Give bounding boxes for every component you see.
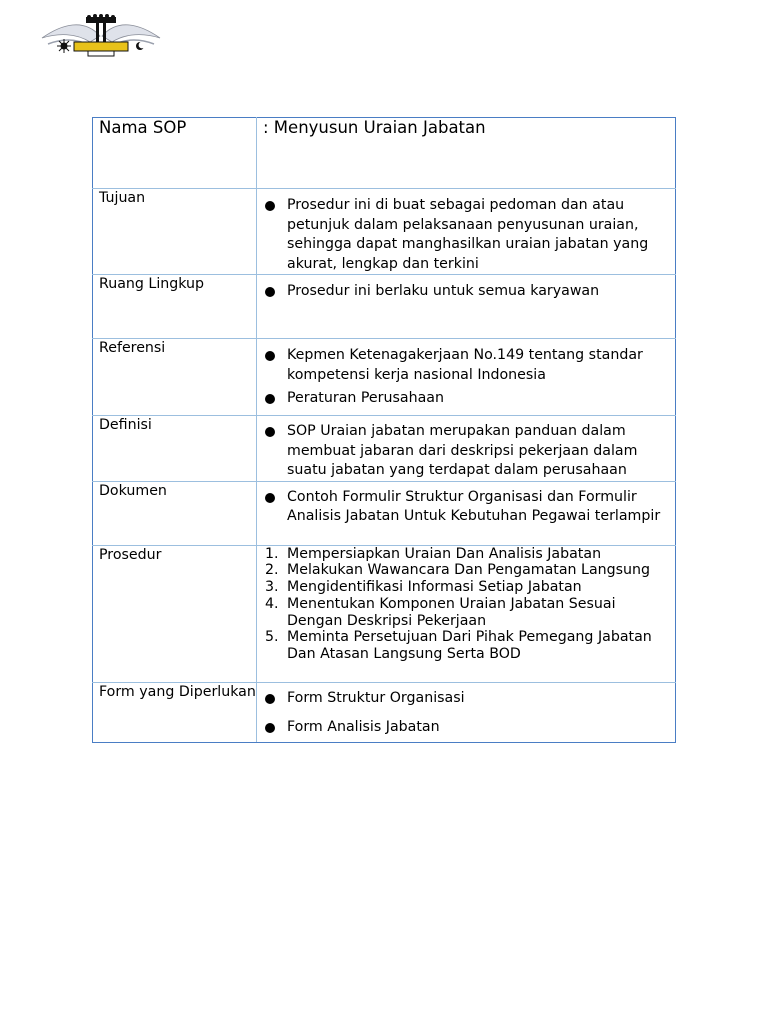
row-label-nama-sop: Nama SOP <box>93 118 257 189</box>
row-label-tujuan: Tujuan <box>93 189 257 275</box>
sop-row-prosedur <box>93 545 676 682</box>
list-item: SOP Uraian jabatan merupakan panduan dalam membuat jabaran dari deskripsi pekerjaan dalam suatu jabatan yang terdapat dalam perusahaan <box>263 422 675 481</box>
list-item: Prosedur ini di buat sebagai pedoman dan atau petunjuk dalam pelaksanaan penyusunan uraian, sehingga dapat manghasilkan uraian jabatan yang akurat, lengkap dan terkini <box>263 196 675 274</box>
list-item: Kepmen Ketenagakerjaan No.149 tentang standar kompetensi kerja nasional Indonesia <box>263 346 675 385</box>
list-item: Prosedur ini berlaku untuk semua karyawan <box>263 282 675 302</box>
list-item: Contoh Formulir Struktur Organisasi dan Formulir Analisis Jabatan Untuk Kebutuhan Pegawai terlampir <box>263 488 675 527</box>
list-item: 3. Mengidentifikasi Informasi Setiap Jabatan <box>265 579 582 596</box>
sop-row-definisi <box>93 416 676 482</box>
list-item: 2. Melakukan Wawancara Dan Pengamatan Langsung <box>265 562 651 579</box>
list-item: Peraturan Perusahaan <box>263 389 675 409</box>
tujuan-list <box>263 196 675 274</box>
sop-row-tujuan <box>93 189 676 275</box>
definisi-list <box>263 422 675 481</box>
form-list <box>263 689 675 738</box>
list-item: Form Struktur Organisasi <box>263 689 675 709</box>
list-item: 1. Mempersiapkan Uraian Dan Analisis Jabatan <box>265 545 602 562</box>
winged-emblem-logo <box>40 14 162 60</box>
row-label-ruang-lingkup: Ruang Lingkup <box>93 275 257 339</box>
list-item: 4. Menentukan Komponen Uraian Jabatan Sesuai Dengan Deskripsi Pekerjaan <box>265 595 616 629</box>
list-item: 5. Meminta Persetujuan Dari Pihak Pemegang Jabatan Dan Atasan Langsung Serta BOD <box>265 629 652 663</box>
sop-table <box>92 117 676 743</box>
referensi-list <box>263 346 675 409</box>
sop-row-dokumen <box>93 481 676 545</box>
dokumen-list <box>263 488 675 527</box>
row-label-definisi: Definisi <box>93 416 257 482</box>
sop-row-ruang-lingkup <box>93 275 676 339</box>
row-label-form-yang-diperlukan: Form yang Diperlukan <box>93 682 257 742</box>
row-label-referensi: Referensi <box>93 339 257 416</box>
sop-row-nama <box>93 118 676 189</box>
ruang-lingkup-list <box>263 282 675 302</box>
list-item: Form Analisis Jabatan <box>263 718 675 738</box>
row-label-dokumen: Dokumen <box>93 481 257 545</box>
prosedur-steps <box>263 546 675 664</box>
sop-name-value: : Menyusun Uraian Jabatan <box>257 118 676 189</box>
row-label-prosedur: Prosedur <box>93 545 257 682</box>
sop-row-form <box>93 682 676 742</box>
sop-row-referensi <box>93 339 676 416</box>
